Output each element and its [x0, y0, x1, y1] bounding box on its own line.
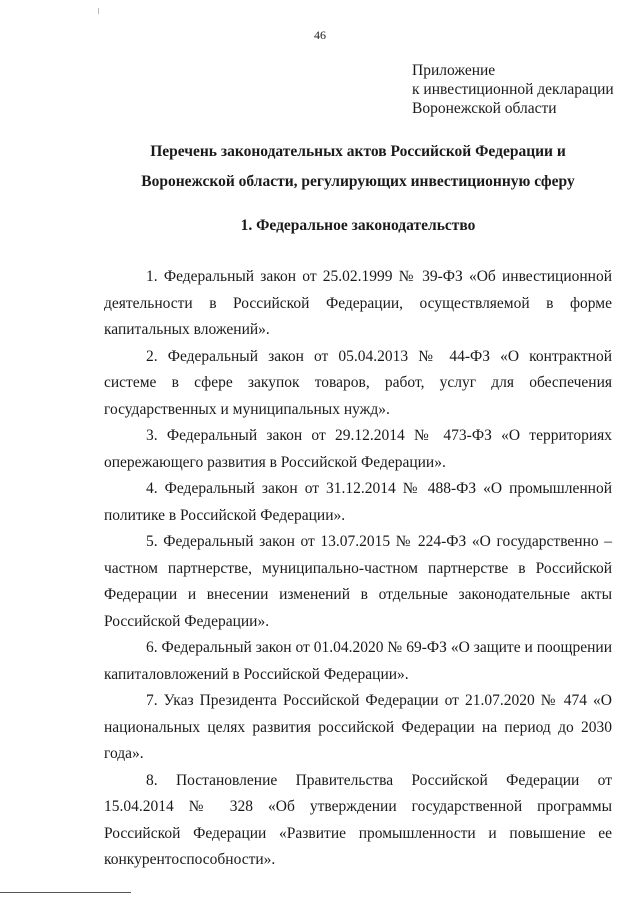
section-heading: 1. Федеральное законодательство [240, 217, 476, 234]
list-item: 3. Федеральный закон от 29.12.2014 № 473-ФЗ «О территориях опережающего развития в Российской Федерации». [104, 427, 612, 471]
appendix-line: Воронежской области [412, 100, 557, 117]
legislation-list [104, 264, 612, 874]
list-item: 1. Федеральный закон от 25.02.1999 № 39-ФЗ «Об инвестиционной деятельности в Российской Федерации, осуществляемой в форме капитальных вложений». [104, 268, 612, 338]
list-item: 8. Постановление Правительства Российской Федерации от 15.04.2014 № 328 «Об утверждении государственной программы Российской Федерации «Развитие промышленности и повышение ее конкурентоспособности». [104, 771, 612, 868]
appendix-line: Приложение [412, 62, 496, 79]
list-item: 4. Федеральный закон от 31.12.2014 № 488-ФЗ «О промышленной политике в Российской Федерации». [104, 480, 612, 524]
appendix-block [412, 61, 614, 118]
document-title: Перечень законодательных актов Российской Федерации и Воронежской области, регулирующих инвестиционную сферу [141, 143, 575, 190]
list-item: 7. Указ Президента Российской Федерации от 21.07.2020 № 474 «О национальных целях развития российской Федерации на период до 2030 года». [104, 692, 612, 762]
page-number: 46 [314, 28, 326, 42]
scan-mark [98, 8, 99, 14]
footnote-separator [0, 892, 131, 893]
list-item: 2. Федеральный закон от 05.04.2013 № 44-ФЗ «О контрактной системе в сфере закупок товаров, работ, услуг для обеспечения государственных и муниципальных нужд». [104, 347, 612, 418]
list-item: 6. Федеральный закон от 01.04.2020 № 69-ФЗ «О защите и поощрении капиталовложений в Российской Федерации». [104, 639, 612, 683]
list-item: 5. Федеральный закон от 13.07.2015 № 224-ФЗ «О государственно – частном партнерстве, муниципально-частном партнерстве в Российской Федерации и внесении изменений в отдельные законодательные акты Российской Федерации». [104, 533, 612, 630]
appendix-line: к инвестиционной декларации [412, 81, 614, 98]
